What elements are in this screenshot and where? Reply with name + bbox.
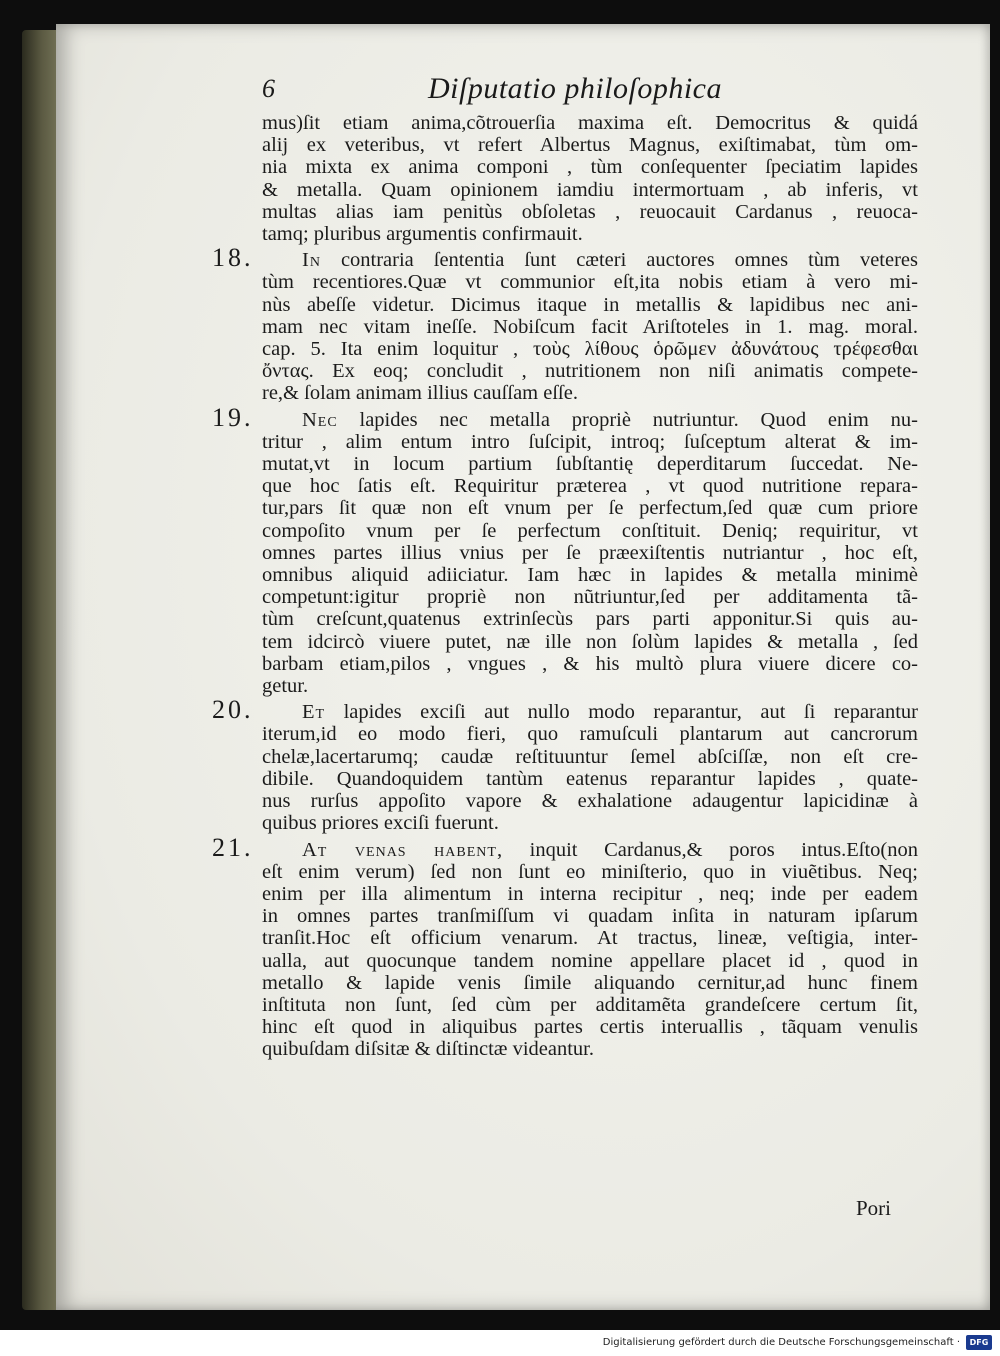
text-line: tùm recentiores.Quæ vt communior eſt,ita nobis etiam à vero mi- — [262, 271, 918, 294]
body-text — [212, 112, 919, 1061]
text-line: mus)ſit etiam anima,cõtrouerſia maxima eſt. Democritus & quidá — [262, 112, 918, 134]
text-line: iterum,id eo modo fieri, quo ramuſculi plantarum aut cancrorum — [262, 723, 918, 746]
text-line: competunt:igitur propriè non nũtriuntur,ſed per additamenta tã- — [262, 586, 918, 609]
text-line: ualla, aut quocunque tandem nomine appellare placet id , quod in — [262, 949, 918, 972]
text-line: in omnes partes tranſmiſſum vi quadam inſita in naturam ipſarum — [262, 905, 918, 928]
text-line: barbam etiam,pilos , vngues , & his multò plura viuere dicere co- — [262, 652, 918, 675]
text-line: getur. — [262, 675, 309, 698]
text-line: ὄντας. Ex eoq; concludit , nutritionem non niſi animatis compete- — [262, 360, 918, 383]
paragraph — [212, 695, 919, 835]
text-line: tur,pars ſit quæ non eſt vnum per ſe perfectum,ſed quæ cum priore — [262, 497, 918, 520]
catchword: Pori — [856, 1196, 892, 1220]
text-line: enim per illa alimentum in interna recipitur , neq; inde per eadem — [262, 882, 918, 905]
text-line: metallo & lapide venis ſimile aliquando cernitur,ad hunc finem — [262, 971, 918, 994]
text-line — [262, 839, 918, 861]
text-line: mutat,vt in locum partium ſubſtantię deperditarum ſuccedat. Ne- — [262, 453, 918, 476]
paragraph — [212, 243, 918, 405]
digitization-footer — [0, 1330, 1000, 1356]
lead-words: Nec — [302, 408, 338, 431]
paragraph — [212, 402, 919, 698]
paragraph — [212, 832, 918, 1061]
text-line: tem idcircò viuere putet, næ ille non ſolùm lapides & metalla , ſed — [262, 630, 918, 653]
lead-words: At venas habent, — [302, 838, 504, 861]
text-line: quibus priores exciſi fuerunt. — [262, 812, 499, 835]
text-line: nùs abeſſe videtur. Dicimus itaque in metallis & lapidibus nec ani- — [262, 293, 918, 316]
paragraph-number: 20. — [212, 695, 254, 725]
text-line: nus rurſus appoſito vapore & exhalatione adaugentur lapicidinæ à — [262, 790, 918, 813]
line-text: lapides exciſi aut nullo modo reparantur, aut ſi reparantur — [343, 701, 919, 724]
dfg-logo: DFG — [966, 1335, 992, 1350]
text-line: hinc eſt quod in aliquibus partes certis interuallis , tãquam venulis — [262, 1016, 918, 1039]
text-line — [262, 701, 918, 723]
text-line: que hoc ſatis eſt. Requiritur præterea , vt quod nutritione repara- — [262, 475, 918, 498]
line-text: lapides nec metalla propriè nutriuntur. Quod enim nu- — [359, 408, 919, 431]
text-line: inſtituta non ſunt, ſed cùm per additamẽta grandeſcere certum ſit, — [262, 993, 918, 1016]
text-line: omnibus aliquid adiiciatur. Iam hæc in lapides & metalla minimè — [262, 564, 918, 587]
paragraph-number: 19. — [212, 402, 254, 432]
text-line: eſt enim verum) ſed non ſunt eo miniſterio, quo in viuẽtibus. Neq; — [262, 860, 918, 883]
lead-words: In — [302, 249, 321, 272]
text-line: cap. 5. Ita enim loquitur , τοὺς λίθους ὁρῶμεν ἀδυνάτους τρέφεσθαι — [262, 338, 918, 361]
page-header — [262, 68, 722, 112]
text-line: dibile. Quandoquidem tantùm eatenus reparantur lapides , quate- — [262, 767, 918, 790]
paragraph-number: 18. — [212, 243, 254, 273]
paragraph — [262, 112, 918, 245]
lead-words: Et — [302, 701, 326, 724]
text-line — [262, 409, 918, 431]
text-line: mam nec vitam ineſſe. Nobiſcum facit Ariſtoteles in 1. mag. moral. — [262, 315, 918, 338]
text-line: tranſit.Hoc eſt officium venarum. At tractus, lineæ, veſtigia, inter- — [262, 927, 918, 950]
text-line: omnes partes illius vnius per ſe præexiſtentis nutriantur , hoc eſt, — [262, 541, 918, 564]
line-text: contraria ſententia ſunt cæteri auctores omnes tùm veteres — [340, 249, 918, 272]
text-line: tamq; pluribus argumentis confirmauit. — [262, 223, 583, 246]
text-line: multas alias iam penitùs obſoletas , reuocauit Cardanus , reuoca- — [262, 200, 918, 223]
text-line: tritur , alim entum intro ſuſcipit, introq; ſuſceptum alterat & im- — [262, 430, 918, 453]
text-line — [262, 249, 918, 271]
text-line: nia mixta ex anima componi , tùm conſequenter ſpeciatim lapides — [262, 156, 918, 179]
text-line: quibuſdam diſsitæ & diſtinctæ videantur. — [262, 1038, 594, 1061]
text-line: alij ex veteribus, vt refert Albertus Magnus, exiſtimabat, tùm om- — [262, 134, 918, 157]
text-line: & metalla. Quam opinionem iamdiu intermortuam , ab inferis, vt — [262, 178, 918, 201]
text-line: re,& ſolam animam illius cauſſam eſſe. — [262, 382, 578, 405]
text-line: chelæ,lacertarumq; caudæ reſtituuntur ſemel abſciſſæ, non eſt cre- — [262, 745, 918, 768]
text-line: tùm creſcunt,quatenus extrinſecùs pars parti apponitur.Si quis au- — [262, 608, 918, 631]
funding-credit: Digitalisierung gefördert durch die Deutsche Forschungsgemeinschaft · — [602, 1337, 960, 1348]
paragraph-number: 21. — [212, 832, 254, 862]
page-number: 6 — [262, 74, 275, 103]
line-text: inquit Cardanus,& poros intus.Eſto(non — [529, 838, 918, 861]
text-line: compoſito vnum per ſe perfectum conſtituit. Deniq; requiritur, vt — [262, 519, 918, 542]
running-title: Diſputatio philoſophica — [428, 72, 722, 105]
